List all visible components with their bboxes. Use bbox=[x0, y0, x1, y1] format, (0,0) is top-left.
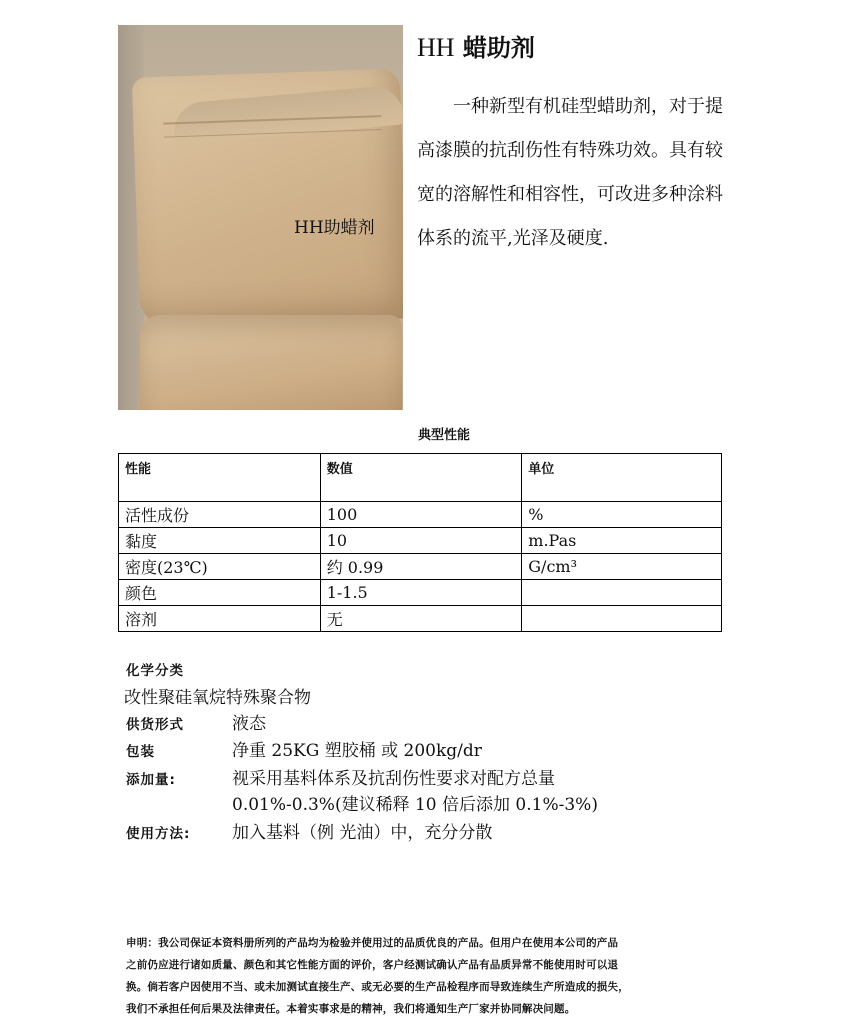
dosage-line-2: 0.01%-0.3%(建议稀释 10 倍后添加 0.1%-3%) bbox=[232, 795, 598, 815]
table-cell: 约 0.99 bbox=[320, 554, 522, 580]
table-row bbox=[119, 580, 722, 606]
pack-label: 包装 bbox=[126, 744, 155, 760]
disclaimer bbox=[126, 932, 726, 1020]
table-row bbox=[119, 606, 722, 632]
table-cell bbox=[522, 580, 722, 606]
product-title-cn: 蜡助剂 bbox=[462, 33, 535, 62]
product-intro-text: 一种新型有机硅型蜡助剂，对于提高漆膜的抗刮伤性有特殊功效。具有较宽的溶解性和相容性，可改进多种涂料体系的流平,光泽及硬度. bbox=[417, 96, 723, 249]
table-cell: % bbox=[522, 502, 722, 528]
chem-class-value: 改性聚硅氧烷特殊聚合物 bbox=[124, 688, 311, 708]
disclaimer-line: 我们不承担任何后果及法律责任。本着实事求是的精神，我们将通知生产厂家并协同解决问题。 bbox=[126, 1003, 576, 1015]
table-header-row bbox=[119, 454, 722, 502]
table-cell: 颜色 bbox=[119, 580, 321, 606]
disclaimer-line: 申明：我公司保证本资料册所列的产品均为检验并使用过的品质优良的产品。但用户在使用本公司的产品 bbox=[126, 937, 619, 949]
table-cell: m.Pas bbox=[522, 528, 722, 554]
table-header: 数值 bbox=[320, 454, 522, 502]
photo-label: HH助蜡剂 bbox=[294, 218, 375, 238]
table-header: 单位 bbox=[522, 454, 722, 502]
usage-value: 加入基料（例 光油）中，充分分散 bbox=[232, 823, 493, 843]
table-cell: 无 bbox=[320, 606, 522, 632]
table-cell: 黏度 bbox=[119, 528, 321, 554]
product-photo bbox=[118, 25, 403, 410]
chem-class-label: 化学分类 bbox=[126, 663, 184, 679]
product-bag-top bbox=[132, 68, 403, 327]
product-bag-bottom bbox=[140, 315, 402, 410]
pack-value: 净重 25KG 塑胶桶 或 200kg/dr bbox=[232, 741, 482, 761]
table-row bbox=[119, 554, 722, 580]
table-cell: G/cm³ bbox=[522, 554, 722, 580]
table-row bbox=[119, 502, 722, 528]
product-title bbox=[417, 28, 535, 63]
supply-label: 供货形式 bbox=[126, 717, 184, 733]
product-title-latin: HH bbox=[417, 33, 455, 62]
table-cell: 1-1.5 bbox=[320, 580, 522, 606]
supply-value: 液态 bbox=[232, 714, 266, 734]
dosage-line-1: 视采用基料体系及抗刮伤性要求对配方总量 bbox=[232, 769, 555, 789]
disclaimer-line: 换。倘若客户因使用不当、或未加测试直接生产、或无必要的生产品检程序而导致连续生产所造成的损失， bbox=[126, 981, 629, 993]
table-cell: 活性成份 bbox=[119, 502, 321, 528]
product-intro bbox=[417, 85, 737, 261]
table-cell: 10 bbox=[320, 528, 522, 554]
table-header: 性能 bbox=[119, 454, 321, 502]
table-cell: 密度(23℃) bbox=[119, 554, 321, 580]
disclaimer-line: 之前仍应进行诸如质量、颜色和其它性能方面的评价，客户经测试确认产品有品质异常不能使用时可以退 bbox=[126, 959, 619, 971]
table-cell: 100 bbox=[320, 502, 522, 528]
table-row bbox=[119, 528, 722, 554]
table-cell bbox=[522, 606, 722, 632]
properties-table bbox=[118, 453, 722, 632]
usage-label: 使用方法: bbox=[126, 826, 191, 842]
table-caption: 典型性能 bbox=[418, 428, 471, 443]
table-cell: 溶剂 bbox=[119, 606, 321, 632]
dosage-label: 添加量: bbox=[126, 772, 176, 788]
